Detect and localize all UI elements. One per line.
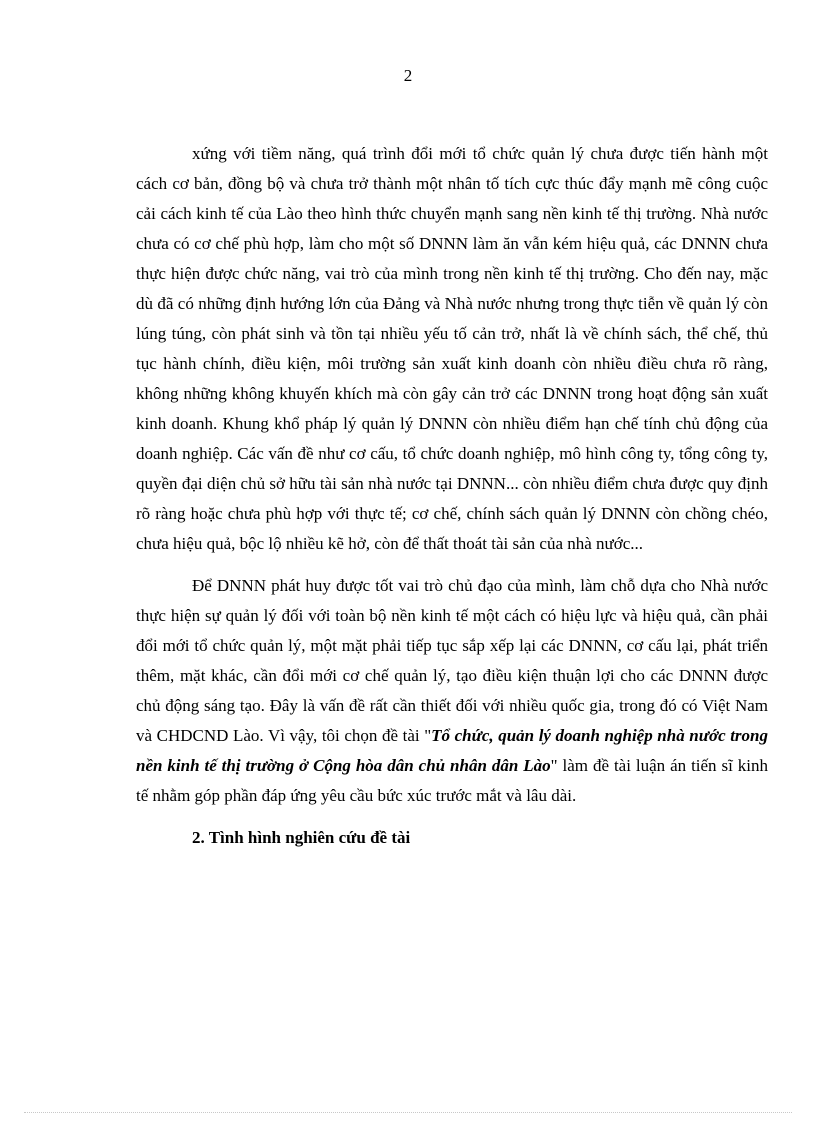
paragraph-2 [136,571,768,811]
thesis-title-emphasis: Tổ chức, quản lý doanh nghiệp nhà nước trong nền kinh tế thị trường ở Cộng hòa dân chủ nhân dân Lào [136,726,768,775]
section-heading: 2. Tình hình nghiên cứu đề tài [192,828,411,847]
paragraph-1: xứng với tiềm năng, quá trình đổi mới tổ chức quản lý chưa được tiến hành một cách cơ bản, đồng bộ và chưa trở thành một nhân tố tích cực thúc đẩy mạnh mẽ công cuộc cải cách kinh tế của Lào theo hình thức chuyển mạnh sang nền kinh tế thị trường. Nhà nước chưa có cơ chế phù hợp, làm cho một số DNNN làm ăn vẫn kém hiệu quả, các DNNN chưa thực hiện được chức năng, vai trò của mình trong nền kinh tế thị trường. Cho đến nay, mặc dù đã có những định hướng lớn của Đảng và Nhà nước nhưng trong thực tiễn về quản lý còn lúng túng, còn phát sinh và tồn tại nhiều yếu tố cản trở, nhất là về chính sách, thể chế, thủ tục hành chính, điều kiện, môi trường sản xuất kinh doanh còn nhiều điều chưa rõ ràng, không những không khuyến khích mà còn gây cản trở các DNNN trong hoạt động sản xuất kinh doanh. Khung khổ pháp lý quản lý DNNN còn nhiều điểm hạn chế tính chủ động của doanh nghiệp. Các vấn đề như cơ cấu, tổ chức doanh nghiệp, mô hình công ty, tổng công ty, quyền đại diện chủ sở hữu tài sản nhà nước tại DNNN... còn nhiều điểm chưa được quy định rõ ràng hoặc chưa phù hợp với thực tế; cơ chế, chính sách quản lý DNNN còn chồng chéo, chưa hiệu quả, bộc lộ nhiều kẽ hở, còn để thất thoát tài sản của nhà nước... [136,144,768,553]
body-text [136,139,768,853]
paragraph-2-text-after: " làm đề tài luận án tiến sĩ kinh tế nhằm góp phần đáp ứng yêu cầu bức xúc trước mắt và lâu dài. [136,756,769,805]
page-bottom-divider [24,1112,792,1113]
paragraph-2-text-before: Để DNNN phát huy được tốt vai trò chủ đạo của mình, làm chỗ dựa cho Nhà nước thực hiện sự quản lý đối với toàn bộ nền kinh tế một cách có hiệu lực và hiệu quả, cần phải đổi mới tổ chức quản lý, một mặt phải tiếp tục sắp xếp lại các DNNN, cơ cấu lại, phát triển thêm, mặt khác, cần đổi mới cơ chế quản lý, tạo điều kiện thuận lợi cho các DNNN được chủ động sáng tạo. Đây là vấn đề rất cần thiết đối với nhiều quốc gia, trong đó có Việt Nam và CHDCND Lào. Vì vậy, tôi chọn đề tài " [136,576,768,745]
page-number: 2 [403,66,413,85]
